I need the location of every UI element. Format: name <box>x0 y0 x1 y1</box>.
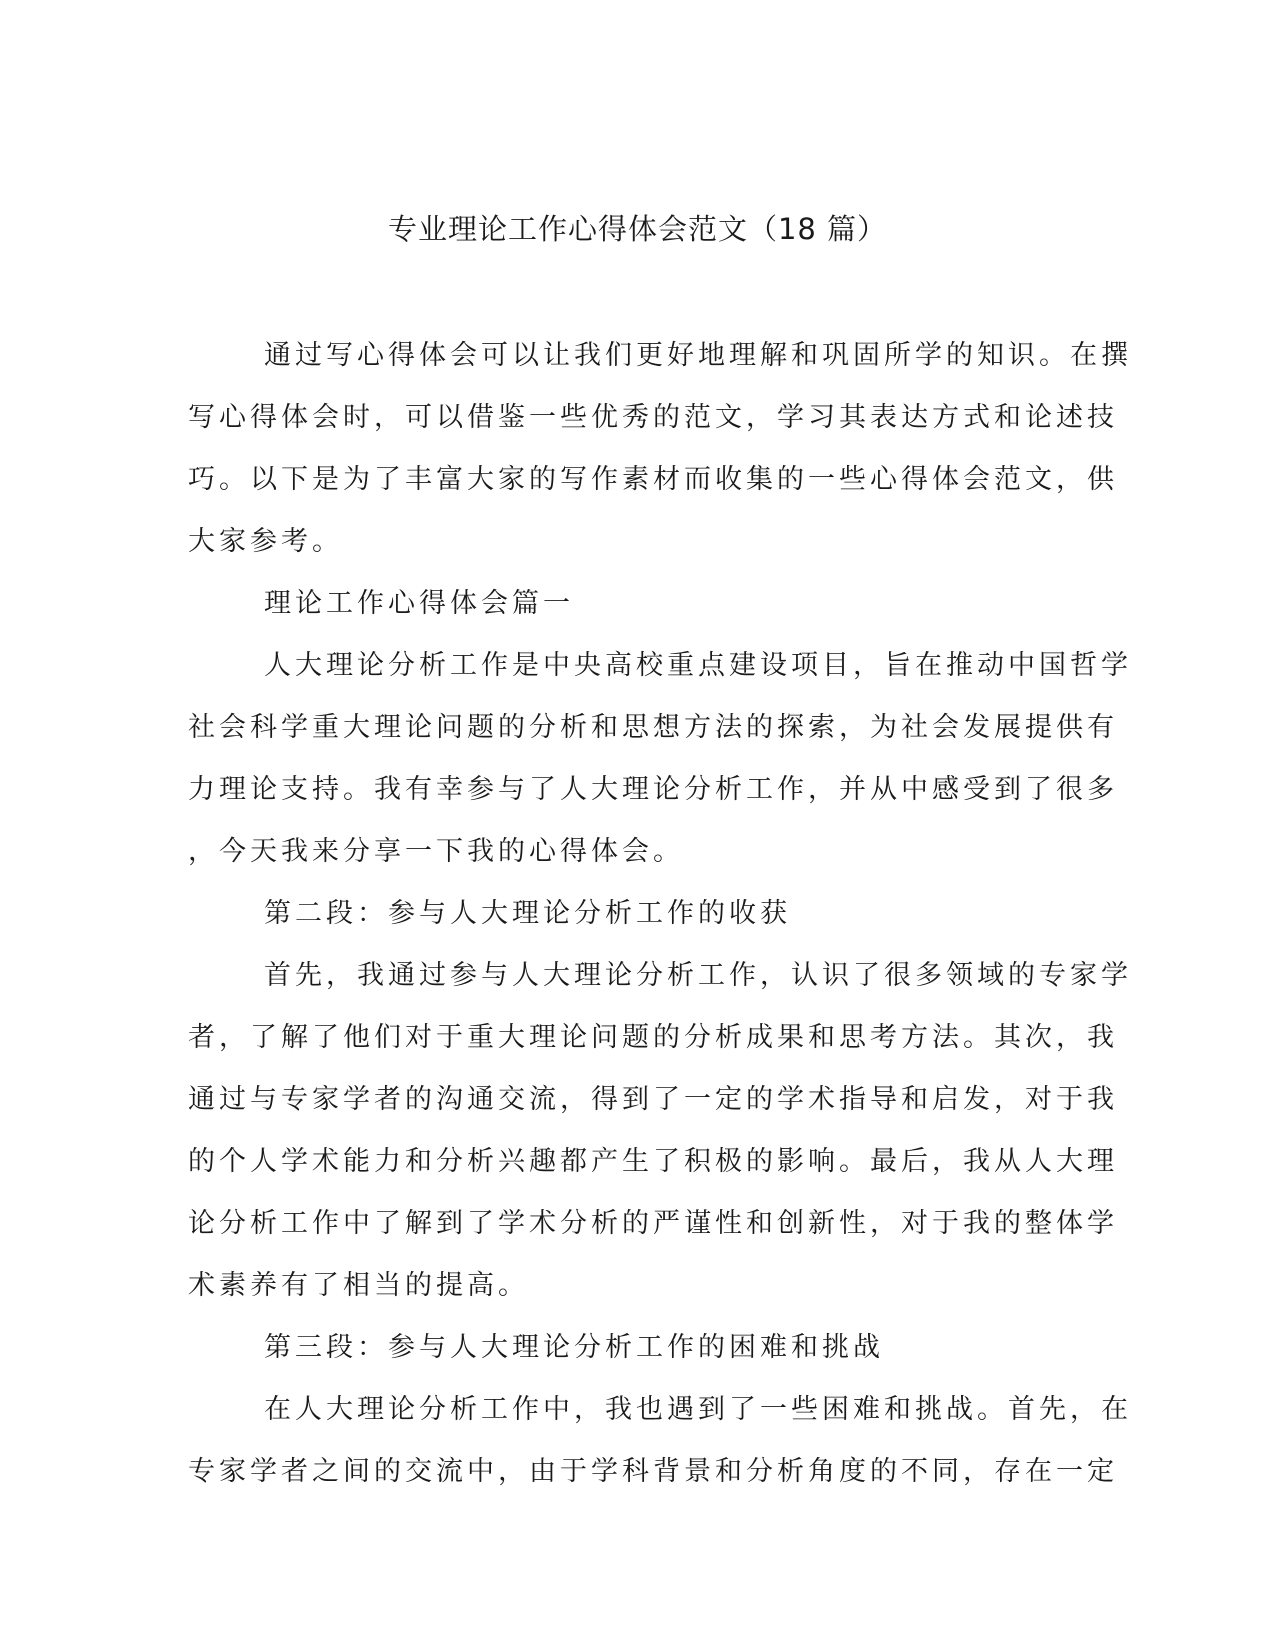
text-line: 通过与专家学者的沟通交流，得到了一定的学术指导和启发，对于我 <box>188 1084 1118 1115</box>
text-line: 专家学者之间的交流中，由于学科背景和分析角度的不同，存在一定 <box>188 1456 1118 1487</box>
text-line: 在人大理论分析工作中，我也遇到了一些困难和挑战。首先，在 <box>264 1394 1132 1425</box>
text-line: 通过写心得体会可以让我们更好地理解和巩固所学的知识。在撰 <box>264 340 1132 371</box>
text-line: 术素养有了相当的提高。 <box>188 1270 529 1301</box>
text-line: 论分析工作中了解到了学术分析的严谨性和创新性，对于我的整体学 <box>188 1208 1118 1239</box>
text-line: 写心得体会时，可以借鉴一些优秀的范文，学习其表达方式和论述技 <box>188 402 1118 433</box>
document-title: 专业理论工作心得体会范文（18 篇） <box>387 212 888 246</box>
text-line: 社会科学重大理论问题的分析和思想方法的探索，为社会发展提供有 <box>188 712 1118 743</box>
text-line: ，今天我来分享一下我的心得体会。 <box>188 836 684 867</box>
text-line: 第二段：参与人大理论分析工作的收获 <box>264 898 791 929</box>
text-line: 首先，我通过参与人大理论分析工作，认识了很多领域的专家学 <box>264 960 1132 991</box>
text-line: 第三段：参与人大理论分析工作的困难和挑战 <box>264 1332 884 1363</box>
text-line: 人大理论分析工作是中央高校重点建设项目，旨在推动中国哲学 <box>264 650 1132 681</box>
document-body <box>188 325 1132 1503</box>
text-line: 者，了解了他们对于重大理论问题的分析成果和思考方法。其次，我 <box>188 1022 1118 1053</box>
text-line: 力理论支持。我有幸参与了人大理论分析工作，并从中感受到了很多 <box>188 774 1118 805</box>
text-line: 巧。以下是为了丰富大家的写作素材而收集的一些心得体会范文，供 <box>188 464 1118 495</box>
text-line: 大家参考。 <box>188 526 343 557</box>
text-line: 理论工作心得体会篇一 <box>264 588 574 619</box>
text-line: 的个人学术能力和分析兴趣都产生了积极的影响。最后，我从人大理 <box>188 1146 1118 1177</box>
